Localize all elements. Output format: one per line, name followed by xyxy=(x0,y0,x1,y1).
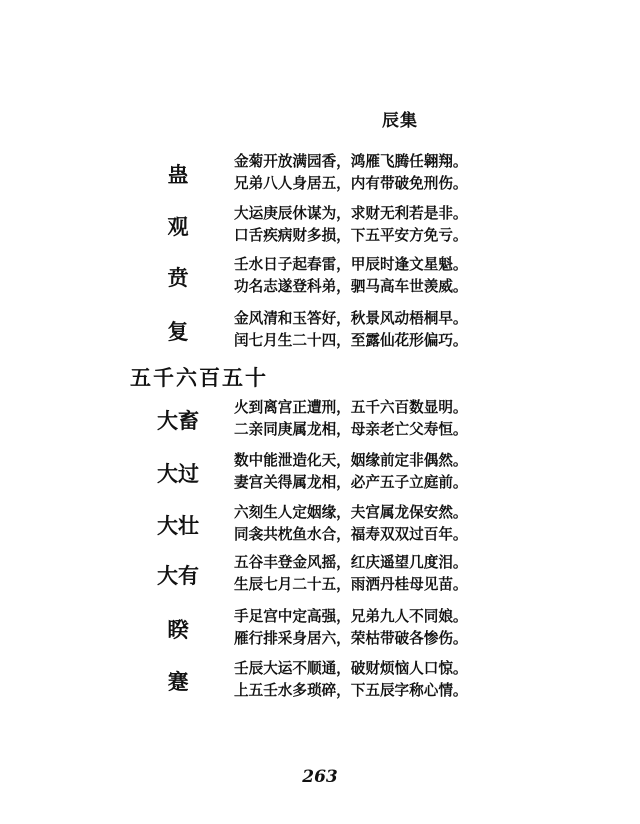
entry-da-zhuang xyxy=(0,500,640,552)
verse-line: 同衾共枕鱼水合，福寿双双过百年。 xyxy=(234,526,468,543)
section-heading: 五千六百五十 xyxy=(130,365,268,390)
verse-line: 壬水日子起春雷，甲辰时逢文星魁。 xyxy=(234,256,468,273)
verse-line: 六刻生人定姻缘，夫宫属龙保安然。 xyxy=(234,504,468,521)
verse-line: 手足宫中定高强，兄弟九人不同娘。 xyxy=(234,608,468,625)
entry-da-you xyxy=(0,550,640,602)
verse xyxy=(234,151,468,195)
entry-jian xyxy=(0,656,640,708)
verse-line: 上五壬水多琐碎，下五辰字称心情。 xyxy=(234,682,468,699)
verse xyxy=(234,397,468,441)
entry-fu xyxy=(0,306,640,358)
verse-line: 壬辰大运不顺通，破财烦恼人口惊。 xyxy=(234,660,468,677)
hexagram-name: 大畜 xyxy=(157,408,199,433)
entry-kui xyxy=(0,604,640,656)
hexagram-name: 复 xyxy=(167,319,189,344)
verse xyxy=(234,203,468,247)
verse-line: 大运庚辰休谋为，求财无利若是非。 xyxy=(234,205,468,222)
verse-line: 五谷丰登金风摇，红庆遥望几度泪。 xyxy=(234,554,468,571)
entry-guan xyxy=(0,201,640,253)
verse-line: 闰七月生二十四，至露仙花形偏巧。 xyxy=(234,332,468,349)
entry-bi xyxy=(0,252,640,304)
hexagram-name: 贲 xyxy=(167,265,189,290)
entry-da-xu xyxy=(0,395,640,447)
hexagram-name: 大壮 xyxy=(157,513,199,538)
hexagram-name: 大有 xyxy=(157,563,199,588)
verse-line: 金风清和玉答好，秋景风动梧桐早。 xyxy=(234,310,468,327)
verse-line: 生辰七月二十五，雨洒丹桂母见苗。 xyxy=(234,576,468,593)
verse-line: 火到离宫正遭刑，五千六百数显明。 xyxy=(234,399,468,416)
verse xyxy=(234,606,468,650)
verse-line: 数中能泄造化天，姻缘前定非偶然。 xyxy=(234,452,468,469)
verse xyxy=(234,658,468,702)
verse-line: 兄弟八人身居五，内有带破免刑伤。 xyxy=(234,175,468,192)
verse-line: 二亲同庚属龙相，母亲老亡父寿恒。 xyxy=(234,421,468,438)
verse-line: 妻宫关得属龙相，必产五子立庭前。 xyxy=(234,474,468,491)
verse xyxy=(234,502,468,546)
entry-gu xyxy=(0,149,640,201)
verse xyxy=(234,450,468,494)
verse-line: 口舌疾病财多损，下五平安方免亏。 xyxy=(234,227,468,244)
entry-da-guo xyxy=(0,448,640,500)
page-header-title: 辰集 xyxy=(382,111,418,131)
verse-line: 金菊开放满园香，鸿雁飞腾任翱翔。 xyxy=(234,153,468,170)
verse-line: 雁行排采身居六，荣枯带破各惨伤。 xyxy=(234,630,468,647)
hexagram-name: 蹇 xyxy=(167,669,189,694)
hexagram-name: 蛊 xyxy=(167,162,189,187)
verse xyxy=(234,254,468,298)
verse-line: 功名志遂登科弟，驷马高车世羡威。 xyxy=(234,278,468,295)
hexagram-name: 大过 xyxy=(157,461,199,486)
verse xyxy=(234,552,468,596)
hexagram-name: 睽 xyxy=(167,617,189,642)
verse xyxy=(234,308,468,352)
page-number: 263 xyxy=(302,767,338,787)
hexagram-name: 观 xyxy=(167,214,189,239)
